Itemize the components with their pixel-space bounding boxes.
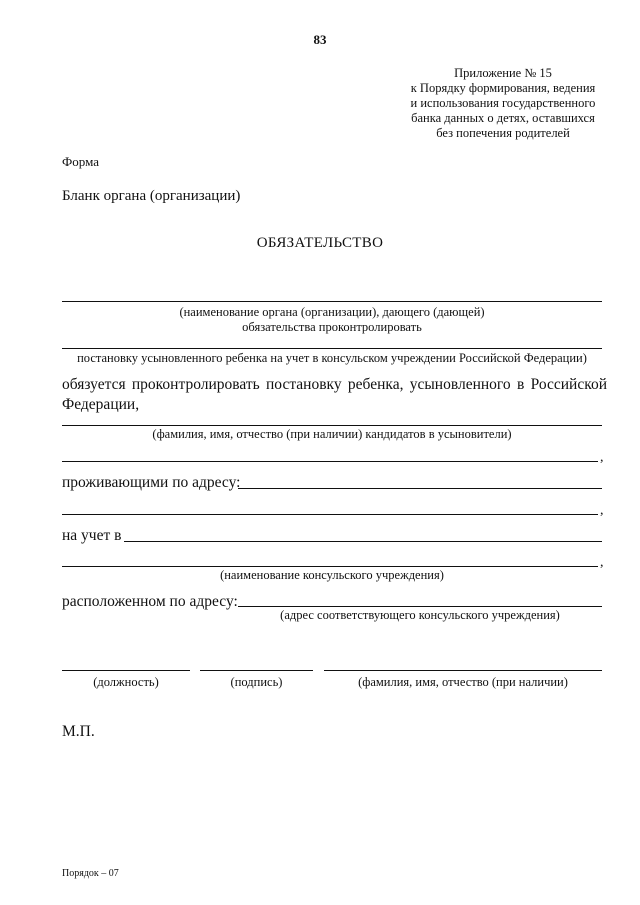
registration-label: на учет в <box>62 527 122 544</box>
appendix-line: без попечения родителей <box>436 126 570 140</box>
candidates-name-line-2[interactable] <box>62 461 598 462</box>
appendix-line: Приложение № 15 <box>454 66 552 80</box>
org-caption-line: (наименование органа (организации), дающего (дающей) <box>179 305 485 319</box>
comma: , <box>600 555 604 570</box>
consulate-address-caption: (адрес соответствующего консульского учреждения) <box>280 608 560 622</box>
obligation-text: обязуется проконтролировать постановку ребенка, усыновленного в Российской <box>62 376 607 393</box>
signature-line[interactable] <box>200 670 313 671</box>
obligation-text-end: Федерации, <box>62 396 140 413</box>
footer-code: Порядок – 07 <box>62 868 119 879</box>
consulate-name-line[interactable] <box>124 541 602 542</box>
candidates-caption: (фамилия, имя, отчество (при наличии) кандидатов в усыновители) <box>152 427 512 441</box>
form-label: Форма <box>62 154 99 169</box>
page-number: 83 <box>313 32 327 47</box>
org-caption-line: обязательства проконтролировать <box>242 320 422 334</box>
org-name-caption <box>62 305 602 335</box>
consulate-name-line-2[interactable] <box>62 566 598 567</box>
seal-label: М.П. <box>62 723 95 740</box>
comma: , <box>600 450 604 465</box>
letterhead-label: Бланк органа (организации) <box>62 188 241 204</box>
appendix-line: и использования государственного <box>410 96 596 110</box>
address-label: проживающими по адресу: <box>62 474 241 491</box>
full-name-line[interactable] <box>324 670 602 671</box>
purpose-line[interactable] <box>62 348 602 349</box>
appendix-line: банка данных о детях, оставшихся <box>411 111 595 125</box>
candidates-name-line[interactable] <box>62 425 602 426</box>
consulate-caption: (наименование консульского учреждения) <box>220 568 444 582</box>
comma: , <box>600 503 604 518</box>
located-label: расположенном по адресу: <box>62 593 238 610</box>
purpose-text: постановку усыновленного ребенка на учет в консульском учреждении Российской Федерации) <box>77 351 587 365</box>
position-caption: (должность) <box>93 675 159 689</box>
consulate-address-line[interactable] <box>238 606 602 607</box>
document-title: ОБЯЗАТЕЛЬСТВО <box>256 235 384 251</box>
appendix-note <box>398 66 608 141</box>
signature-caption: (подпись) <box>230 675 283 689</box>
address-line[interactable] <box>238 488 602 489</box>
appendix-line: к Порядку формирования, ведения <box>410 81 596 95</box>
org-name-line[interactable] <box>62 301 602 302</box>
position-line[interactable] <box>62 670 190 671</box>
address-line-2[interactable] <box>62 514 598 515</box>
full-name-caption: (фамилия, имя, отчество (при наличии) <box>358 675 568 689</box>
